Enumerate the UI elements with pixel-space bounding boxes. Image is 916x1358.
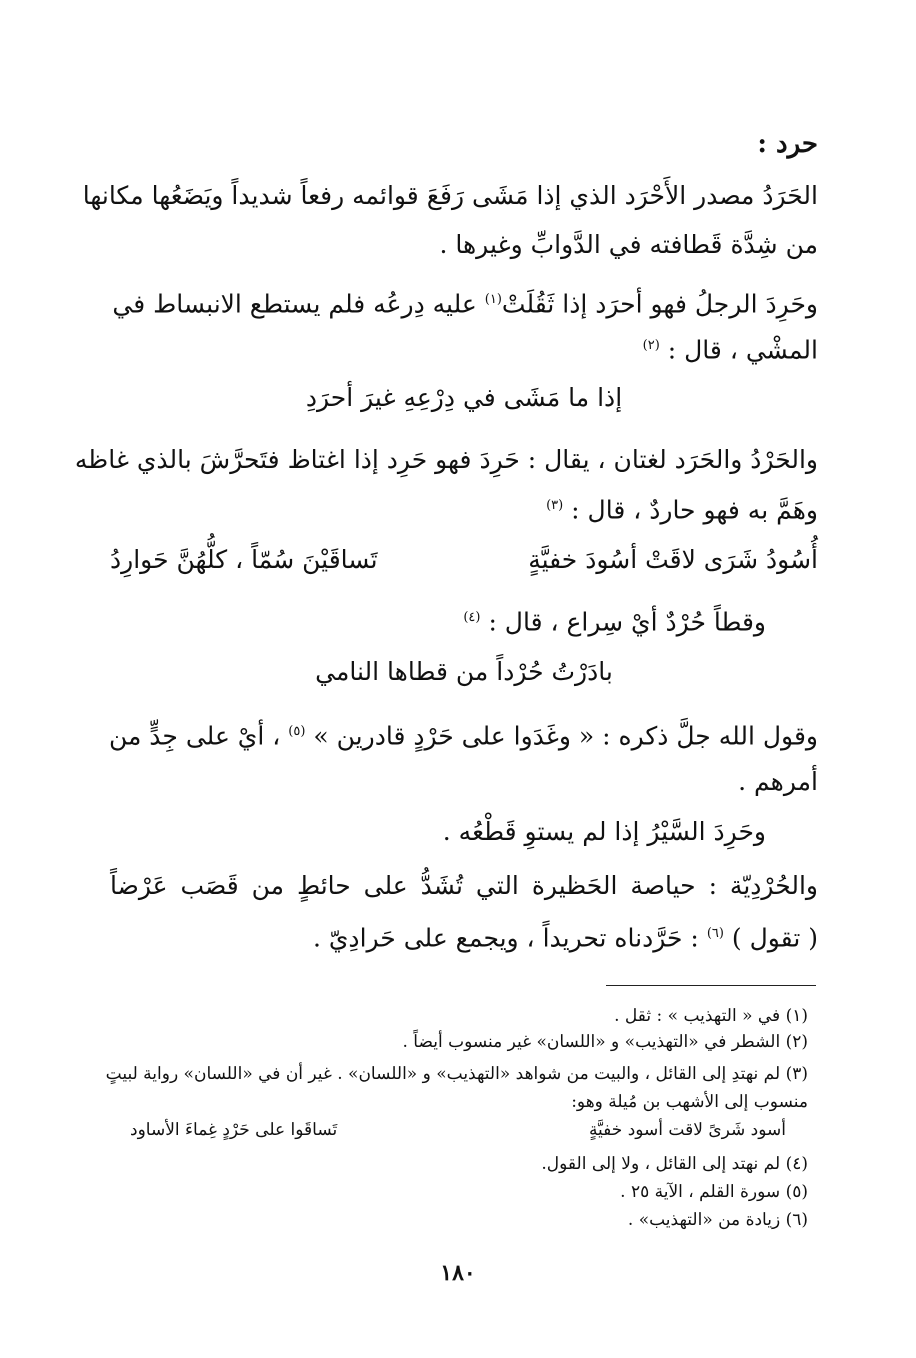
paragraph-2-text-a: وحَرِدَ الرجلُ فهو أحرَد إذا ثَقُلَتْ	[501, 289, 818, 319]
footnote-1: (١) في « التهذيب » : ثقل .	[614, 1006, 808, 1026]
footnote-ref-5: (٥)	[288, 724, 306, 739]
footnote-2: (٢) الشطر في «التهذيب» و «اللسان» غير منسوب أيضاً .	[402, 1032, 808, 1052]
paragraph-5-line-1	[110, 712, 818, 756]
verse-1: إذا ما مَشَى في دِرْعِهِ غيرَ أحرَدِ	[305, 383, 623, 412]
paragraph-3-line-1: والحَرْدُ والحَرَد لغتان ، يقال : حَرِدَ فهو حَرِد إذا اغتاظ فتَحرَّشَ بالذي غاظه	[74, 445, 818, 474]
paragraph-4-text: وقطاً حُرْدٌ أيْ سِراع ، قال :	[488, 607, 766, 637]
footnote-3-verse-second: تَساقَوا على حَرْدٍ غِماءَ الأساود	[130, 1120, 338, 1140]
footnote-3-line-1: (٣) لم نهتدِ إلى القائل ، والبيت من شواهد «التهذيب» و «اللسان» . غير أن في «اللسان» رواية لبيتٍ	[105, 1064, 808, 1084]
paragraph-7-text-a: ( تقول )	[731, 923, 818, 953]
footnote-3-verse-first: أسود شَرىً لاقت أسود خفيَّةٍ	[588, 1120, 786, 1140]
paragraph-2-line-1	[110, 280, 818, 324]
paragraph-4	[110, 598, 766, 642]
paragraph-2-line-2	[110, 326, 818, 370]
verse-3: بادَرْتُ حُرْداً من قطاها النامي	[315, 657, 613, 686]
footnote-ref-4: (٤)	[463, 610, 481, 625]
paragraph-7-line-1: والحُرْدِيّة : حياصة الحَظيرة التي تُشَدُّ على حائطٍ من قَصَب عَرْضاً	[110, 871, 818, 900]
footnote-ref-3: (٣)	[546, 498, 564, 513]
paragraph-7-line-2	[110, 914, 818, 958]
footnote-6: (٦) زيادة من «التهذيب» .	[627, 1210, 808, 1230]
paragraph-5-line-2: أمرهم .	[738, 767, 818, 796]
footnote-ref-6: (٦)	[706, 926, 724, 941]
entry-heading: حرد :	[757, 129, 818, 159]
footnote-ref-1: (١)	[484, 292, 502, 307]
paragraph-7-text-b: : حَرَّدناه تحريداً ، ويجمع على حَرادِيّ .	[312, 923, 707, 953]
paragraph-1-line-2: من شِدَّة قَطافته في الدَّوابِّ وغيرها .	[439, 230, 818, 259]
paragraph-5-text-b: ، أيْ على جِدٍّ من	[108, 721, 289, 751]
footnote-separator	[606, 985, 816, 986]
paragraph-2-text-b: عليه دِرعُه فلم يستطع الانبساط في	[112, 289, 485, 319]
verse-2-second-hemistich: تَساقَيْنَ سُمّاً ، كلُّهُنَّ حَوارِدُ	[110, 545, 378, 574]
paragraph-3-line-2	[110, 486, 818, 530]
paragraph-2-text-c: المشْي ، قال :	[667, 335, 818, 365]
footnote-3-line-2: منسوب إلى الأشهب بن مُيلة وهو:	[571, 1092, 808, 1112]
paragraph-1-line-1: الحَرَدُ مصدر الأَحْرَد الذي إذا مَشَى رَفَعَ قوائمه رفعاً شديداً ويَضَعُها مكانها	[82, 181, 818, 210]
paragraph-6: وحَرِدَ السَّيْرُ إذا لم يستوِ قَطْعُه .	[442, 817, 766, 846]
footnote-ref-2: (٢)	[642, 338, 660, 353]
verse-2-first-hemistich: أُسُودُ شَرَى لاقَتْ أسُودَ خفيَّةٍ	[528, 545, 818, 574]
footnote-5: (٥) سورة القلم ، الآية ٢٥ .	[620, 1182, 808, 1202]
footnote-4: (٤) لم نهتد إلى القائل ، ولا إلى القول.	[541, 1154, 808, 1174]
paragraph-3-text: وهَمَّ به فهو حاردٌ ، قال :	[571, 495, 818, 525]
paragraph-5-text-a: وقول الله جلَّ ذكره : « وغَدَوا على حَرْدٍ قادرين »	[313, 721, 818, 751]
page-number: ١٨٠	[440, 1260, 476, 1286]
